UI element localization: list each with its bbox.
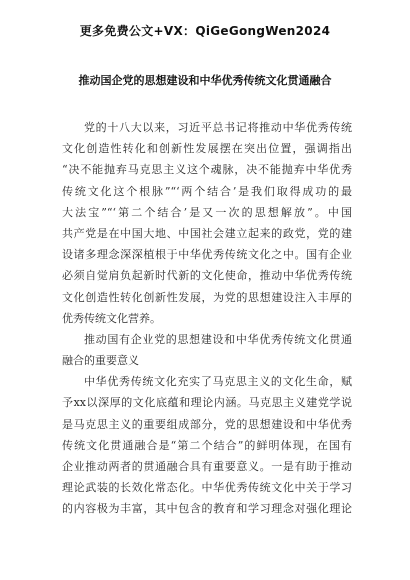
body-line: 优秀传统文化营养。 [62,311,161,325]
section-heading-line: 推动国有企业党的思想建设和中华优秀传统文化贯通 [84,332,352,346]
body-line: 共产党是在中国大地、中国社会建立起来的政党，党的建 [62,226,352,240]
body-line: 中华优秀传统文化充实了马克思主义的文化生命，赋 [84,375,352,389]
body-line: 理论武装的长效化常态化。中华优秀传统文化中关于学习 [62,481,352,495]
body-line: 文化创造性转化创新性发展，为党的思想建设注入丰厚的 [62,290,352,304]
document-body [62,117,352,520]
body-line: 的内容极为丰富，其中包含的教育和学习理念对强化理论 [62,502,352,516]
page-header: 更多免费公文+VX：QiGeGongWen2024 [79,24,331,38]
body-line: 党的十八大以来，习近平总书记将推动中华优秀传统 [84,121,352,134]
body-line: 企业推动两者的贯通融合具有重要意义。一是有助于推动 [62,460,352,473]
section-heading-line: 融合的重要意义 [62,354,139,368]
body-line: 予xx以深厚的文化底蕴和理论内涵。马克思主义建党学说 [62,396,352,410]
document-title: 推动国企党的思想建设和中华优秀传统文化贯通融合 [78,74,332,87]
body-line: 传统文化贯通融合是“第二个结合”的鲜明体现，在国有 [62,438,352,452]
body-line: 设诸多理念深深植根于中华优秀传统文化之中。国有企业 [62,248,352,262]
body-line: 大法宝”“‘第二个结合’是又一次的思想解放”。中国 [62,205,352,219]
body-line: 文化创造性转化和创新性发展摆在突出位置，强调指出 [62,142,352,156]
body-line: 必须自觉肩负起新时代新的文化使命，推动中华优秀传统 [62,269,352,283]
body-line: 是马克思主义的重要组成部分，党的思想建设和中华优秀 [62,417,352,431]
body-line: 传统文化这个根脉”“‘两个结合’是我们取得成功的最 [62,184,352,198]
body-line: “决不能抛弃马克思主义这个魂脉，决不能抛弃中华优秀 [62,163,352,177]
